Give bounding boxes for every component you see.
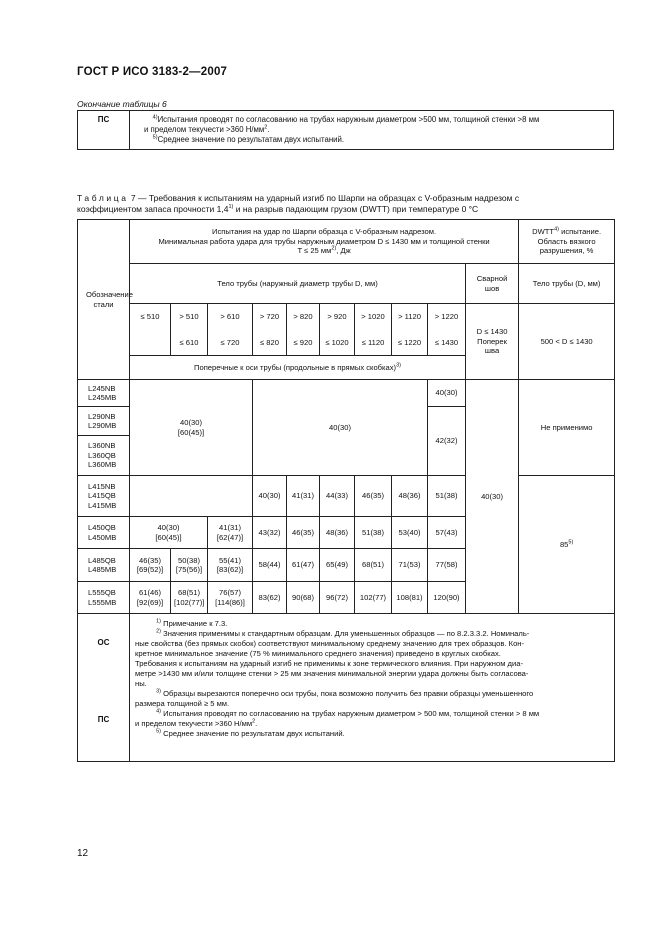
- steel-group-5: L450QB L450MB: [78, 517, 130, 549]
- table-7: [77, 219, 615, 762]
- steel-group-4: L415NB L415QB L415MB: [78, 476, 130, 517]
- steel-group-2: L290NB L290MB: [78, 407, 130, 436]
- fn4-line-1: Испытания проводят по согласованию на трубах наружным диаметром > 500 мм, толщиной стенки > 8 мм: [163, 709, 540, 719]
- r6-a2: [69(52)]: [136, 565, 164, 574]
- r7-val-3: 96(72): [320, 582, 355, 614]
- r6-c1: 55(41): [219, 555, 241, 565]
- caption-text-1: — Требования к испытаниям на ударный изгиб по Шарпи на образцах с V-образным надрезом с: [138, 193, 520, 203]
- dwtt-word: DWTT: [532, 227, 555, 237]
- r5-a2: [60(45)]: [155, 532, 182, 542]
- dwtt-range: 500 < D ≤ 1430: [519, 304, 615, 380]
- range-bottom-empty: [130, 330, 171, 356]
- range-bottom-8: ≤ 1430: [428, 330, 466, 356]
- charpy-header-line-1: Испытания на удар по Шарпи образца с V-образным надрезом.: [211, 227, 437, 237]
- range-top-3: > 610: [208, 304, 253, 330]
- big-value-low-b: [60(45)]: [177, 427, 205, 437]
- range-top-5: > 820: [287, 304, 320, 330]
- r7-c2: [114(86)]: [215, 597, 245, 607]
- ps-label: ПС: [78, 111, 130, 150]
- footnote-labels: [78, 614, 130, 762]
- r7-b1: 68(51): [178, 588, 200, 598]
- r7-val-2: 90(68): [287, 582, 320, 614]
- charpy-thickness: T ≤ 25 мм: [297, 246, 332, 256]
- r5-val-5: 53(40): [392, 517, 428, 549]
- r1-last: 40(30): [428, 380, 466, 407]
- note-4-end: .: [267, 124, 270, 134]
- charpy-header-line-3: [133, 246, 515, 255]
- range-bottom-6: ≤ 1120: [355, 330, 392, 356]
- r6-a: [130, 549, 171, 582]
- fn5-text: Среднее значение по результатам двух испытаний.: [163, 729, 345, 739]
- dwtt-value-number: 85: [559, 539, 569, 549]
- weld-header: Сварной шов: [466, 264, 519, 304]
- steel-header: Обозначение стали: [78, 220, 130, 380]
- note-4-mark: 4): [152, 114, 158, 121]
- r6-val-1: 58(44): [253, 549, 287, 582]
- charpy-sup: 2): [331, 245, 337, 252]
- caption-word: Таблица: [77, 193, 129, 203]
- range-top-2: > 510: [171, 304, 208, 330]
- fn2-line-2: ные свойства (без прямых скобок) соответствуют минимальному среднему значению для трех образцов. Кон-: [135, 639, 525, 649]
- r23-last: 42(32): [428, 407, 466, 476]
- r4-val-4: 46(35): [355, 476, 392, 517]
- document-title: ГОСТ Р ИСО 3183-2—2007: [77, 66, 228, 78]
- table-7-caption: [77, 193, 617, 215]
- fn2-line-6: ны.: [135, 679, 147, 689]
- caption-number: 7: [130, 193, 136, 203]
- caption-sup: 1): [228, 204, 234, 211]
- pipe-body-header: Тело трубы (наружный диаметр трубы D, мм): [130, 264, 466, 304]
- fn2-line-3: кретное минимальное значение (75 % минимального среднего значения) приведено в круглых скобках.: [135, 649, 501, 659]
- range-bottom-4: ≤ 920: [287, 330, 320, 356]
- r7-a1: 61(46): [139, 588, 161, 598]
- r4-val-2: 41(31): [287, 476, 320, 517]
- charpy-header-line-2: Минимальная работа удара для трубы наружным диаметром D ≤ 1430 мм и толщиной стенки: [158, 236, 490, 246]
- fn4-end: .: [255, 719, 258, 729]
- r7-val-5: 108(81): [392, 582, 428, 614]
- fn4-mark: 4): [156, 708, 161, 715]
- r7-c1: 76(57): [219, 588, 241, 598]
- fn3-line-2: размера толщиной ≥ 5 мм.: [135, 699, 230, 709]
- fn1-mark: 1): [156, 618, 161, 625]
- r4-val-5: 48(36): [392, 476, 428, 517]
- table-6-end: [77, 110, 614, 150]
- fn4-unit-sup: 2: [252, 718, 256, 725]
- note-5-mark: 5): [152, 134, 158, 141]
- r7-val-4: 102(77): [355, 582, 392, 614]
- r7-c: [208, 582, 253, 614]
- r5-val-1: 43(32): [253, 517, 287, 549]
- range-top-9: > 1220: [428, 304, 466, 330]
- r5-b: [208, 517, 253, 549]
- big-value-low-a: 40(30): [180, 418, 202, 428]
- fn5-mark: 5): [156, 728, 161, 735]
- note-4-unit-sup: 2: [264, 124, 268, 131]
- r5-val-6: 57(43): [428, 517, 466, 549]
- r7-a: [130, 582, 171, 614]
- fn3-line-1: Образцы вырезаются поперечно оси трубы, пока возможно получить без правки образцы уменьшенного: [163, 689, 534, 699]
- r4-val-6: 51(38): [428, 476, 466, 517]
- dwtt-value: [519, 476, 615, 614]
- charpy-unit: , Дж: [336, 246, 351, 256]
- r7-b2: [102(77)]: [174, 597, 205, 607]
- r5-val-2: 46(35): [287, 517, 320, 549]
- note-5-text: Среднее значение по результатам двух испытаний.: [157, 135, 344, 145]
- fn2-mark: 2): [156, 628, 161, 635]
- range-top-1: ≤ 510: [130, 304, 171, 330]
- page-number: 12: [77, 848, 89, 859]
- r5-a: [130, 517, 208, 549]
- r6-val-6: 77(58): [428, 549, 466, 582]
- weld-range: D ≤ 1430 Поперек шва: [466, 304, 519, 380]
- dwtt-text: испытание. Область вязкого разрушения, %: [537, 227, 602, 256]
- r6-val-4: 68(51): [355, 549, 392, 582]
- ps-label-2: ПС: [97, 715, 110, 724]
- transverse-header: [130, 356, 466, 380]
- range-bottom-1: ≤ 610: [171, 330, 208, 356]
- r6-b2: [75(56)]: [175, 565, 203, 574]
- charpy-header: [130, 220, 519, 264]
- fn4-line-2: и пределом текучести >360 Н/мм: [135, 719, 253, 729]
- dwtt-header: [519, 220, 615, 264]
- r6-val-3: 65(49): [320, 549, 355, 582]
- r6-val-2: 61(47): [287, 549, 320, 582]
- r7-val-6: 120(90): [428, 582, 466, 614]
- caption-text-2: коэффициентом запаса прочности 1,4: [77, 203, 229, 214]
- steel-group-3: L360NB L360QB L360MB: [78, 436, 130, 476]
- big-value-mid: 40(30): [253, 380, 428, 476]
- fn3-mark: 3): [156, 688, 161, 695]
- r6-b1: 50(38): [178, 555, 200, 565]
- weld-value: 40(30): [466, 380, 519, 614]
- steel-group-1: L245NB L245MB: [78, 380, 130, 407]
- fn2-line-1: Значения применимы к стандартным образцам. Для уменьшенных образцов — по 8.2.3.3.2. Номиналь-: [163, 629, 530, 639]
- r4-low-empty: [130, 476, 253, 517]
- table-6-notes: [130, 111, 614, 150]
- r5-val-3: 48(36): [320, 517, 355, 549]
- dwtt-sup: 4): [554, 226, 559, 233]
- note-4-text-cont: и пределом текучести >360 Н/мм: [144, 124, 265, 134]
- dwtt-value-sup: 5): [568, 539, 574, 546]
- table-7-footnotes: [130, 614, 615, 762]
- caption-text-3: и на разрыв падающим грузом (DWTT) при температуре 0 °С: [233, 203, 479, 214]
- r7-a2: [92(69)]: [136, 597, 164, 607]
- range-bottom-5: ≤ 1020: [320, 330, 355, 356]
- r4-val-3: 44(33): [320, 476, 355, 517]
- r6-a1: 46(35): [139, 555, 161, 565]
- r6-b: [171, 549, 208, 582]
- range-bottom-7: ≤ 1220: [392, 330, 428, 356]
- r7-b: [171, 582, 208, 614]
- r4-val-1: 40(30): [253, 476, 287, 517]
- r5-b2: [62(47)]: [216, 532, 244, 542]
- fn1-text: Примечание к 7.3.: [163, 619, 228, 628]
- note-4-text: Испытания проводят по согласованию на трубах наружным диаметром >500 мм, толщиной стенки >8 мм: [157, 114, 540, 124]
- transverse-sup: 3): [396, 362, 401, 369]
- transverse-text: Поперечные к оси трубы (продольные в прямых скобках): [194, 362, 397, 372]
- r7-val-1: 83(62): [253, 582, 287, 614]
- r6-c: [208, 549, 253, 582]
- r6-c2: [83(62)]: [216, 565, 244, 574]
- r5-val-4: 51(38): [355, 517, 392, 549]
- os-label: ОС: [97, 638, 110, 647]
- range-top-4: > 720: [253, 304, 287, 330]
- range-top-8: > 1120: [392, 304, 428, 330]
- range-top-6: > 920: [320, 304, 355, 330]
- r5-a1: 40(30): [157, 523, 180, 533]
- r6-val-5: 71(53): [392, 549, 428, 582]
- dwtt-body-header: Тело трубы (D, мм): [519, 264, 615, 304]
- table-6-continuation-caption: Окончание таблицы 6: [77, 99, 167, 109]
- fn2-line-5: метре >1430 мм и/или толщине стенки > 25 мм значения минимальной энергии удара должны быть согласова-: [135, 669, 529, 679]
- range-bottom-3: ≤ 820: [253, 330, 287, 356]
- range-bottom-2: ≤ 720: [208, 330, 253, 356]
- steel-group-7: L555QB L555MB: [78, 582, 130, 614]
- r5-b1: 41(31): [219, 523, 241, 533]
- dwtt-not-applicable: Не применимо: [519, 380, 615, 476]
- range-top-7: > 1020: [355, 304, 392, 330]
- big-value-low: [130, 380, 253, 476]
- steel-group-6: L485QB L485MB: [78, 549, 130, 582]
- fn2-line-4: Требования к испытаниям на ударный изгиб не применимы к зоне термического влияния. При наружном диа-: [135, 659, 523, 669]
